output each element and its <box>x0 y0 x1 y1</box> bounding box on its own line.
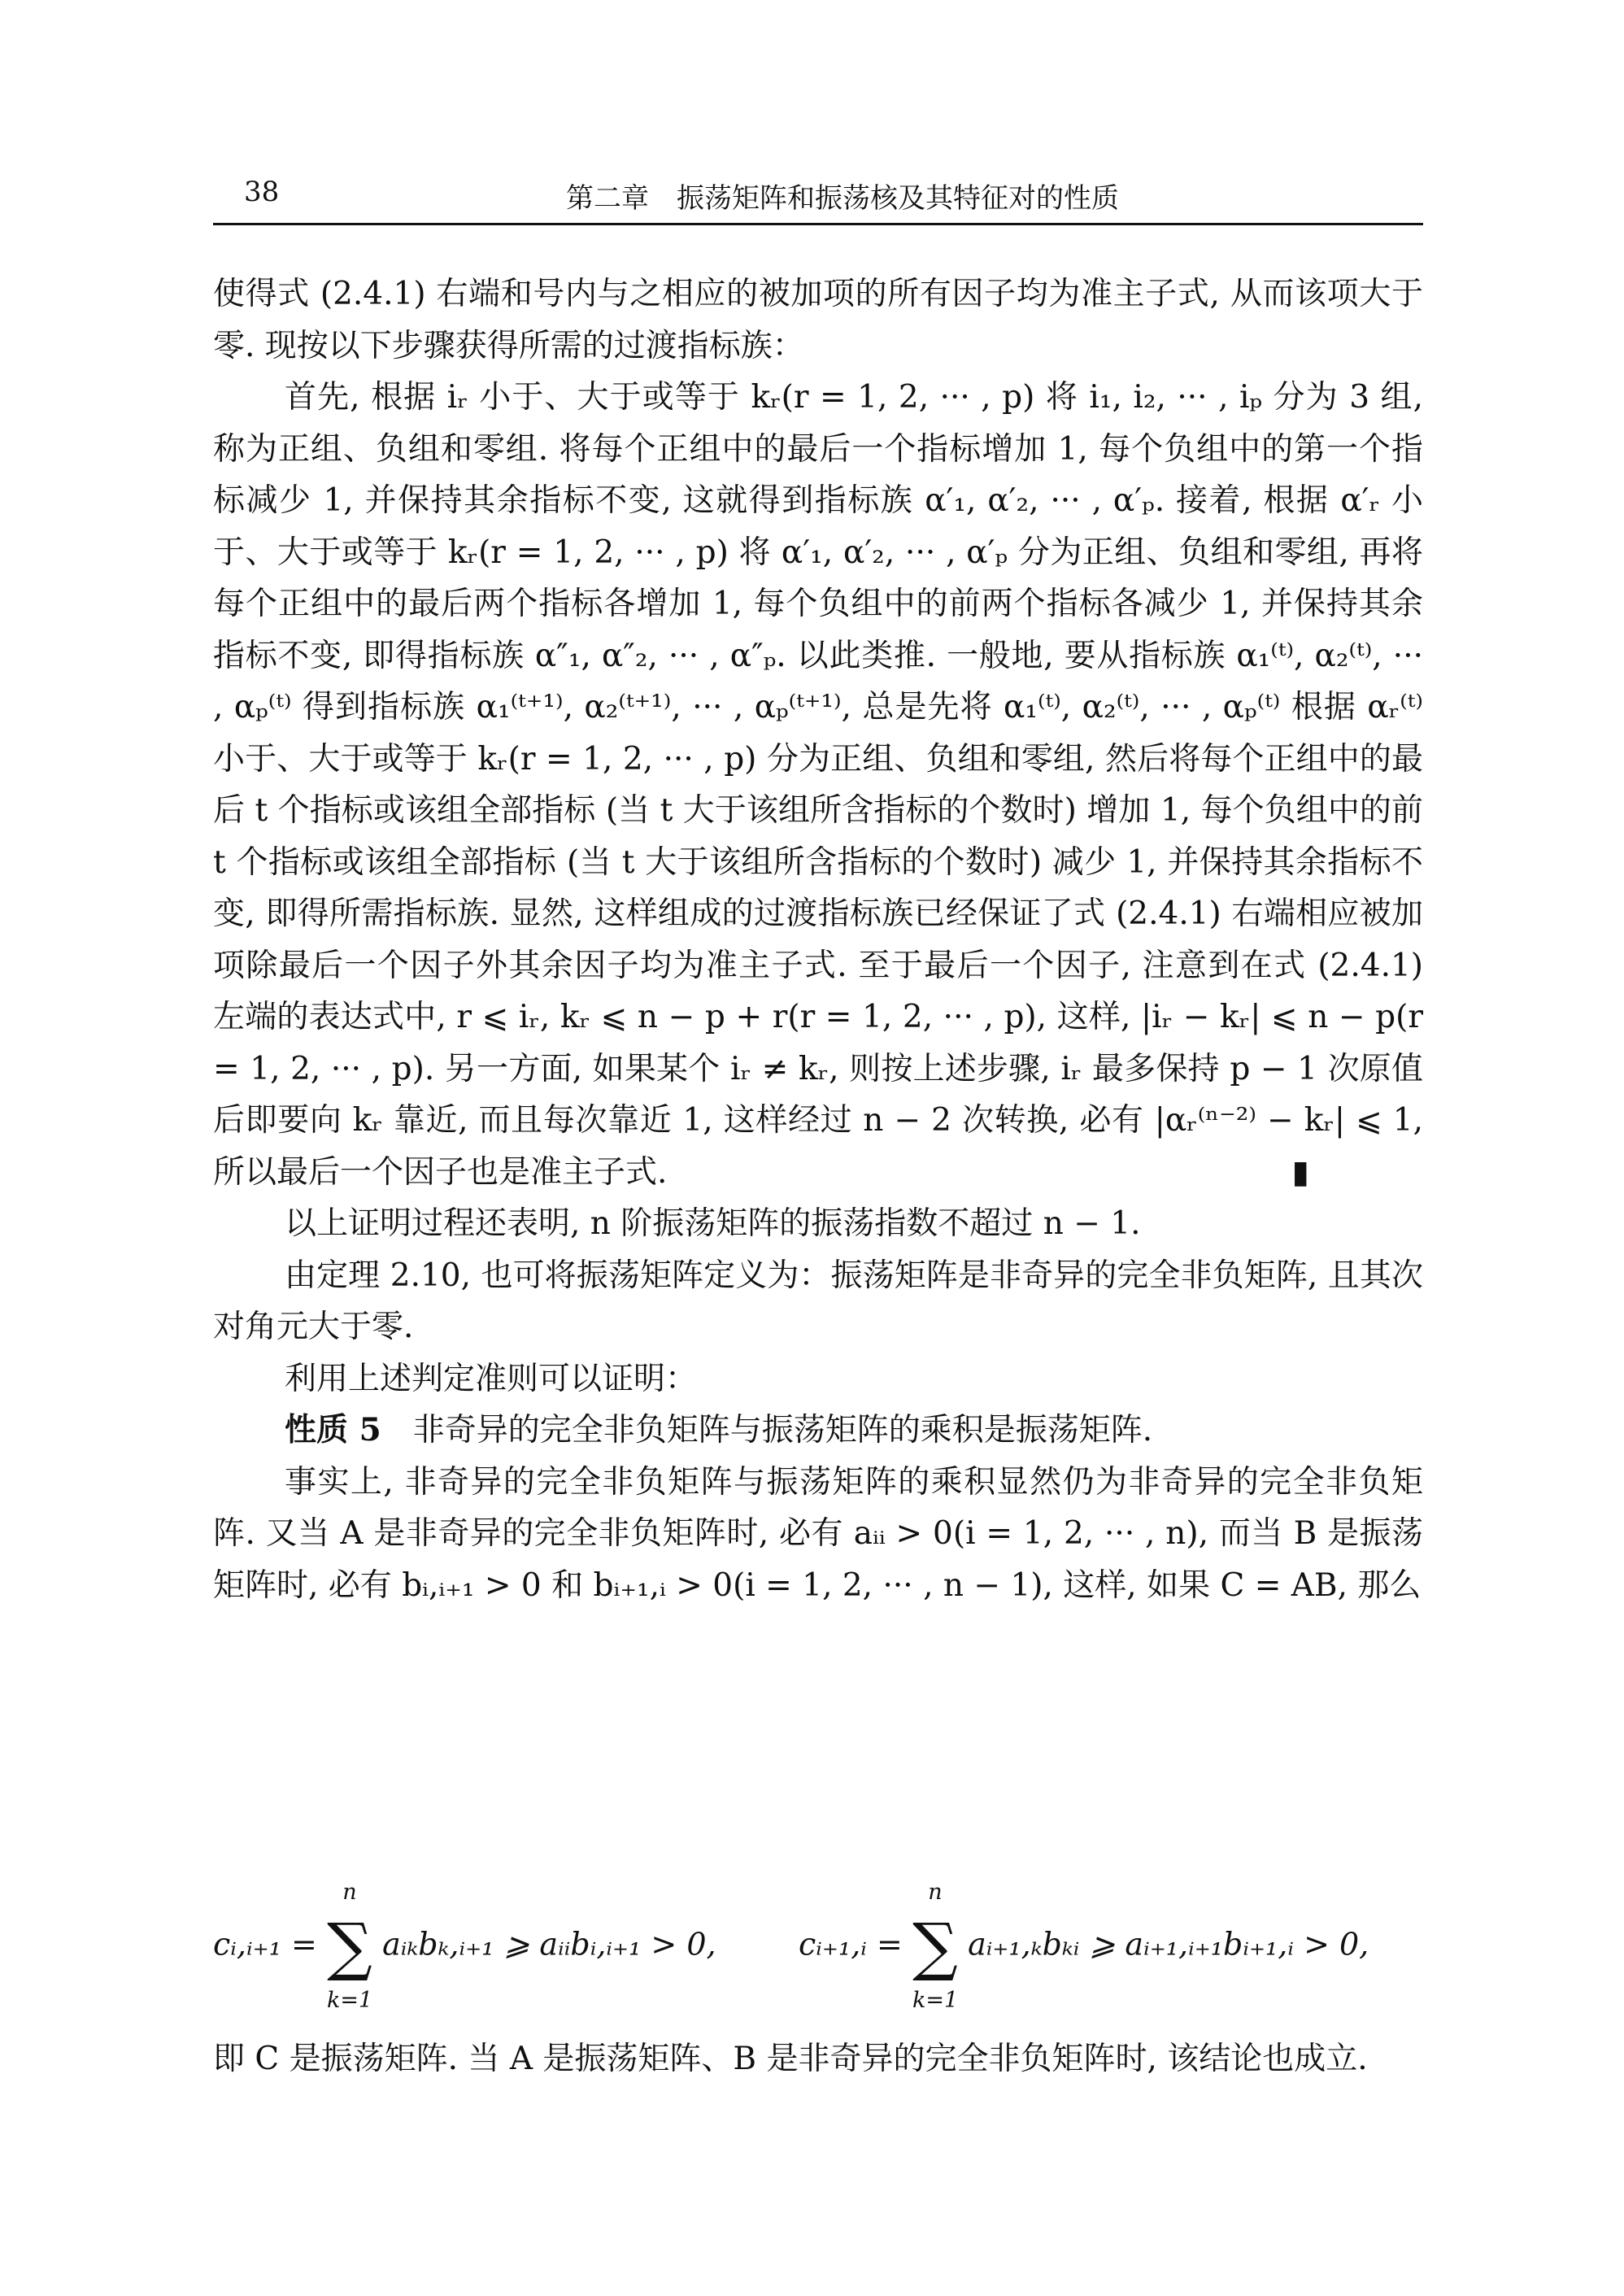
paragraph: 利用上述判定准则可以证明： <box>285 1360 698 1397</box>
equation-left-rhs: aᵢₖbₖ,ᵢ₊₁ ⩾ aᵢᵢbᵢ,ᵢ₊₁ > 0, <box>382 1926 716 1963</box>
property-label: 性质 5 <box>285 1411 381 1449</box>
summation-symbol: n ∑ k=1 <box>912 1880 959 2013</box>
paragraph: 以上证明过程还表明, n 阶振荡矩阵的振荡指数不超过 n − 1. <box>285 1205 1141 1242</box>
paragraph: 即 C 是振荡矩阵. 当 A 是振荡矩阵、B 是非奇异的完全非负矩阵时, 该结论也成立. <box>213 2041 1368 2077</box>
qed-mark: ▮ <box>1291 1152 1309 1191</box>
paragraph: 事实上, 非奇异的完全非负矩阵与振荡矩阵的乘积显然仍为非奇异的完全非负矩阵. 又当 A 是非奇异的完全非负矩阵时, 必有 aᵢᵢ > 0(i = 1, 2, ··· , n), 而当 B 是振荡矩阵时, 必有 bᵢ,ᵢ₊₁ > 0 和 bᵢ₊₁,ᵢ > 0(i = 1, 2, ··· , n − 1), 这样, 如果 C = AB, 那么 <box>213 1463 1423 1604</box>
sum-lower-limit: k=1 <box>326 1988 373 2013</box>
equation-left-lhs: cᵢ,ᵢ₊₁ = <box>213 1926 317 1963</box>
paragraph-proof <box>213 372 1423 1198</box>
equation-left <box>213 1880 716 2013</box>
paragraph: 使得式 (2.4.1) 右端和号内与之相应的被加项的所有因子均为准主子式, 从而该项大于零. 现按以下步骤获得所需的过渡指标族： <box>213 276 1423 364</box>
property-statement <box>213 1405 1423 1457</box>
header-rule <box>213 223 1423 225</box>
sum-upper-limit: n <box>928 1880 943 1905</box>
equation-right-lhs: cᵢ₊₁,ᵢ = <box>799 1926 903 1963</box>
property-text: 非奇异的完全非负矩阵与振荡矩阵的乘积是振荡矩阵. <box>412 1412 1153 1449</box>
summation-symbol: n ∑ k=1 <box>326 1880 373 2013</box>
sum-lower-limit: k=1 <box>912 1988 959 2013</box>
proof-text: 首先, 根据 iᵣ 小于、大于或等于 kᵣ(r = 1, 2, ··· , p) 将 i₁, i₂, ··· , iₚ 分为 3 组, 称为正组、负组和零组. 将每个正组中的最后一个指标增加 1, 每个负组中的第一个指标减少 1, 并保持其余指标不变, 这就得到指标族 α′₁, α′₂, ··· , α′ₚ. 接着, 根据 α′ᵣ 小于、大于或等于 kᵣ(r = 1, 2, ··· , p) 将 α′₁, α′₂, ··· , α′ₚ 分为正组、负组和零组, 再将每个正组中的最后两个指标各增加 1, 每个负组中的前两个指标各减少 1, 并保持其余指标不变, 即得指标族 α″₁, α″₂, ··· , α″ₚ. 以此类推. 一般地, 要从指标族 α₁⁽ᵗ⁾, α₂⁽ᵗ⁾, ··· , αₚ⁽ᵗ⁾ 得到指标族 α₁⁽ᵗ⁺¹⁾, α₂⁽ᵗ⁺¹⁾, ··· , αₚ⁽ᵗ⁺¹⁾, 总是先将 α₁⁽ᵗ⁾, α₂⁽ᵗ⁾, ··· , αₚ⁽ᵗ⁾ 根据 αᵣ⁽ᵗ⁾ 小于、大于或等于 kᵣ(r = 1, 2, ··· , p) 分为正组、负组和零组, 然后将每个正组中的最后 t 个指标或该组全部指标 (当 t 大于该组所含指标的个数时) 增加 1, 每个负组中的前 t 个指标或该组全部指标 (当 t 大于该组所含指标的个数时) 减少 1, 并保持其余指标不变, 即得所需指标族. 显然, 这样组成的过渡指标族已经保证了式 (2.4.1) 右端相应被加项除最后一个因子外其余因子均为准主子式. 至于最后一个因子, 注意到在式 (2.4.1) 左端的表达式中, r ⩽ iᵣ, kᵣ ⩽ n − p + r(r = 1, 2, ··· , p), 这样, |iᵣ − kᵣ| ⩽ n − p(r = 1, 2, ··· , p). 另一方面, 如果某个 iᵣ ≠ kᵣ, 则按上述步骤, iᵣ 最多保持 p − 1 次原值后即要向 kᵣ 靠近, 而且每次靠近 1, 这样经过 n − 2 次转换, 必有 |αᵣ⁽ⁿ⁻²⁾ − kᵣ| ⩽ 1, 所以最后一个因子也是准主子式. <box>213 379 1423 1191</box>
page-header <box>213 172 1423 221</box>
equation-right-rhs: aᵢ₊₁,ₖbₖᵢ ⩾ aᵢ₊₁,ᵢ₊₁bᵢ₊₁,ᵢ > 0, <box>968 1926 1369 1963</box>
equation-right <box>799 1880 1369 2013</box>
closing-text <box>213 2033 1423 2085</box>
sum-upper-limit: n <box>342 1880 357 1905</box>
running-title: 第二章 振荡矩阵和振荡核及其特征对的性质 <box>566 182 1119 215</box>
main-text <box>213 268 1423 1611</box>
display-equation <box>213 1880 1423 2013</box>
paragraph: 由定理 2.10, 也可将振荡矩阵定义为：振荡矩阵是非奇异的完全非负矩阵, 且其次对角元大于零. <box>213 1257 1423 1345</box>
page-number: 38 <box>244 176 280 208</box>
